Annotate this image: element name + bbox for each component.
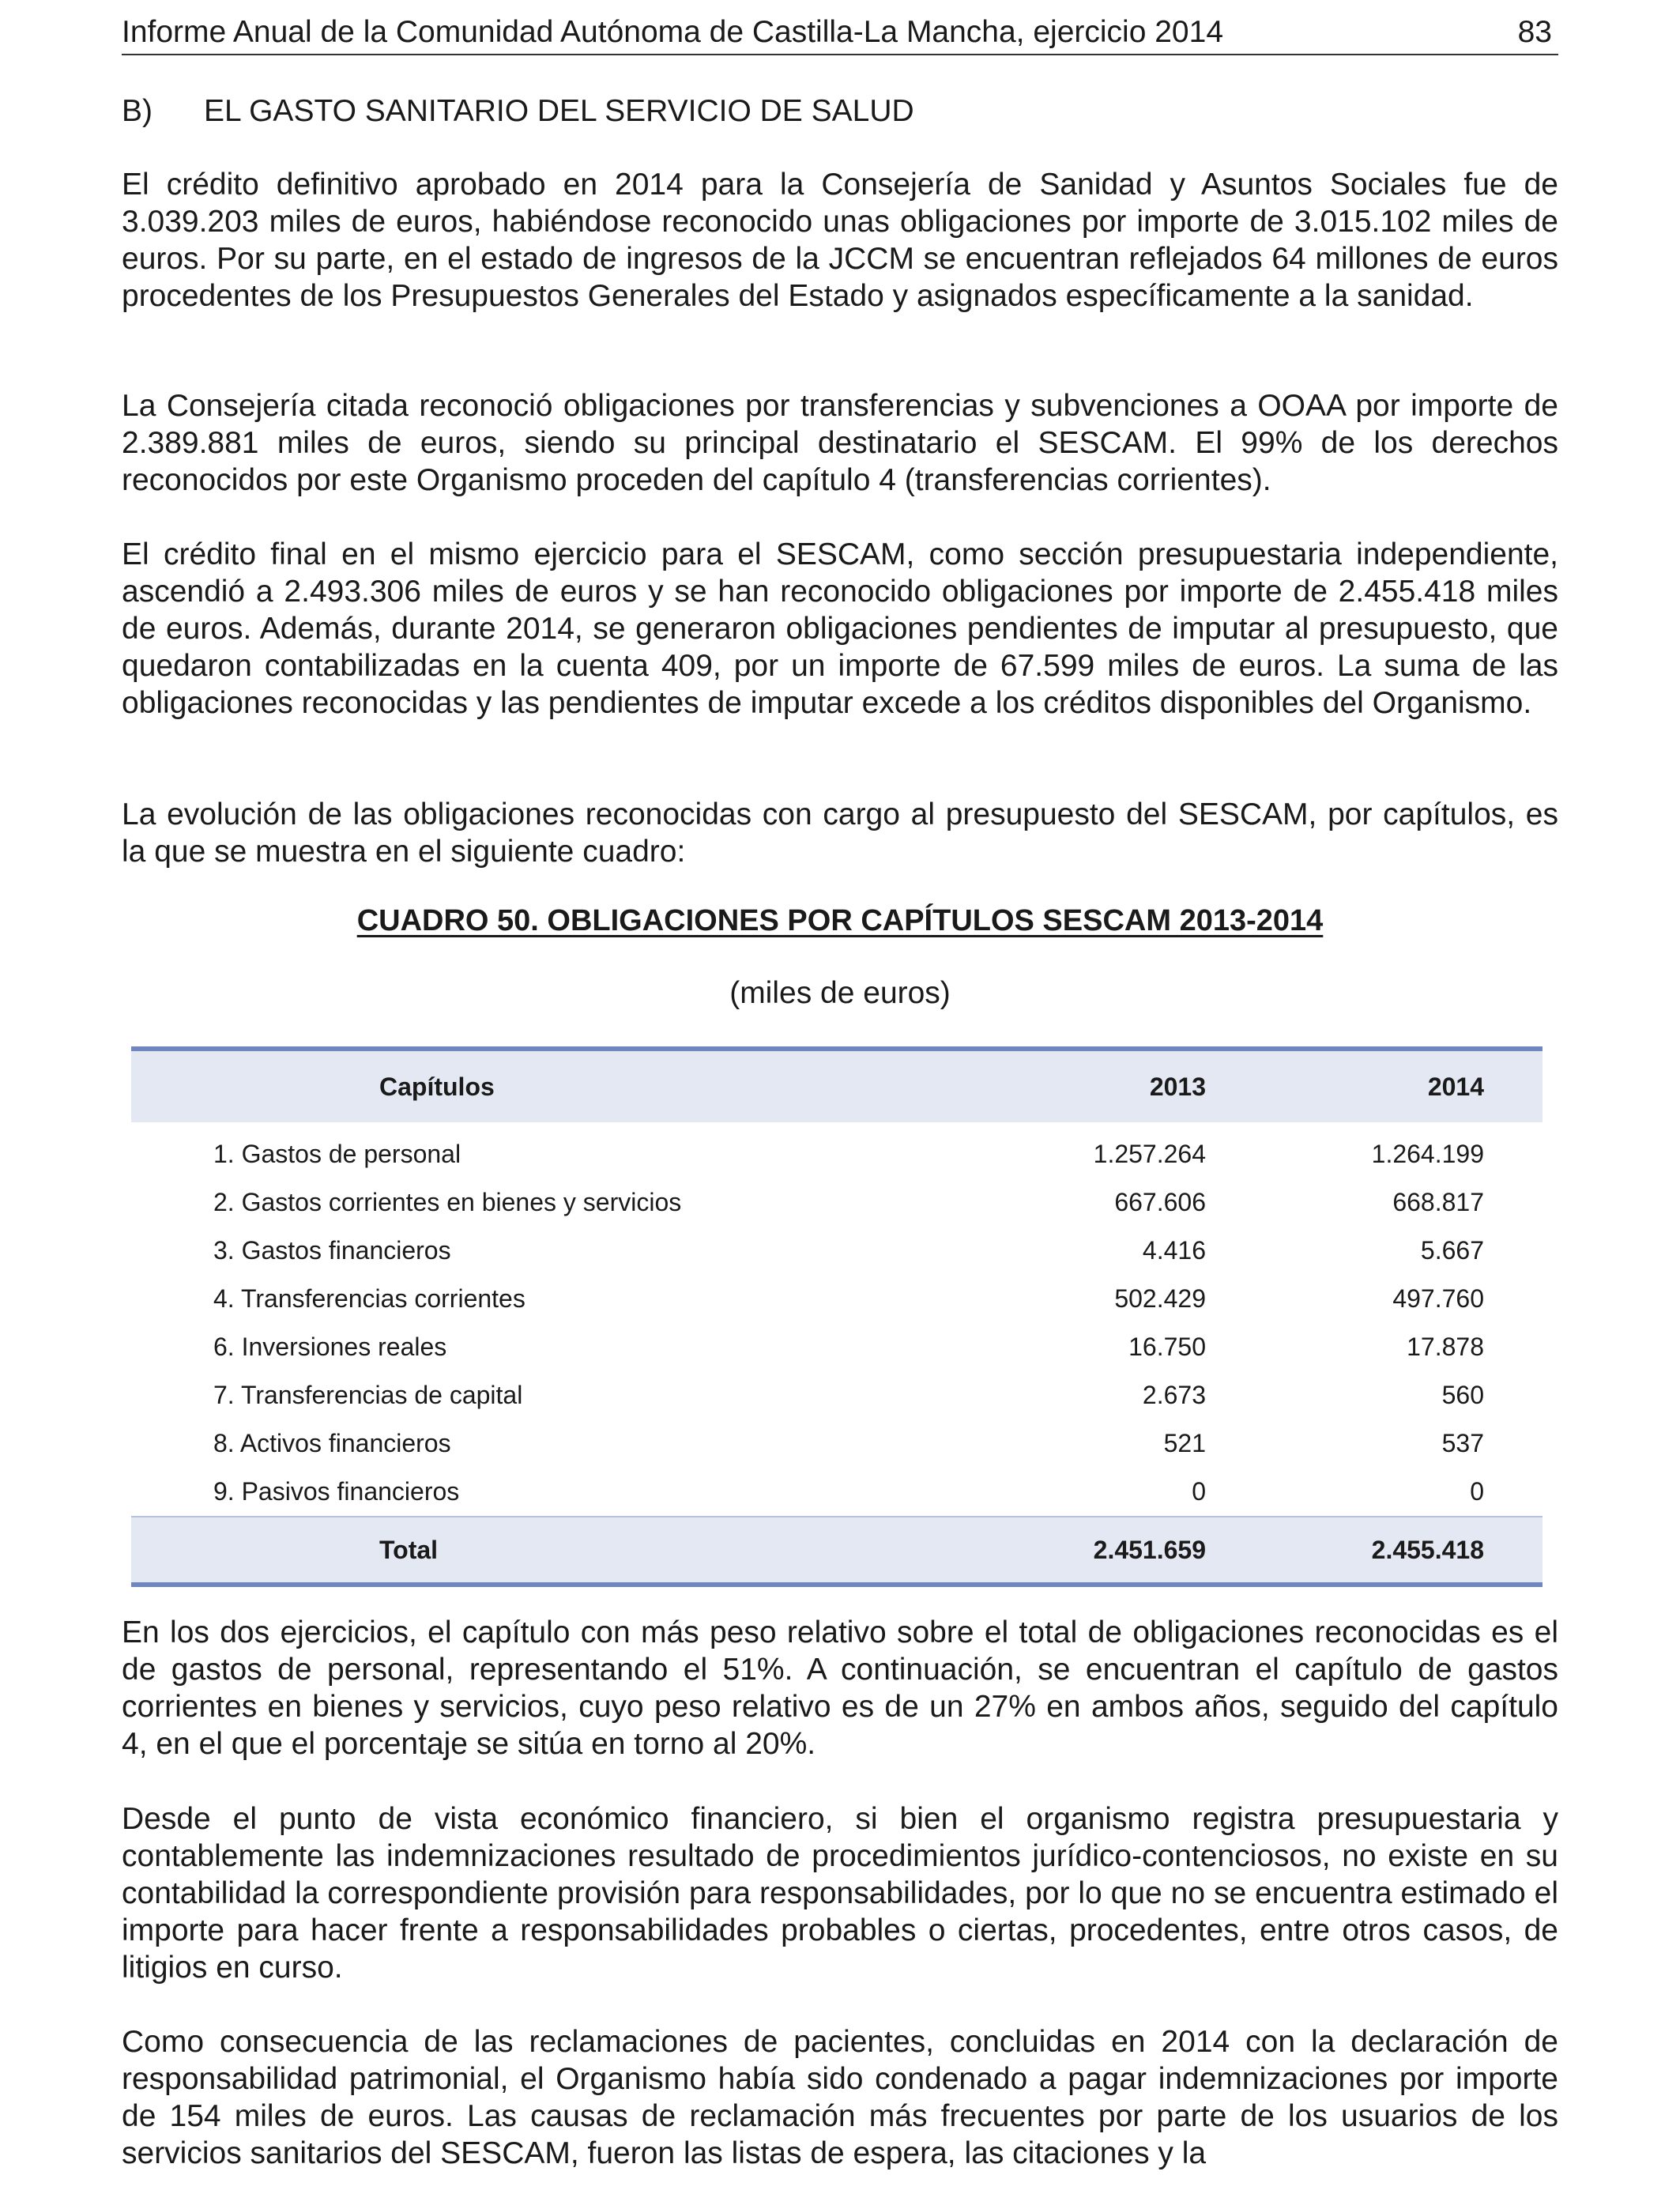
total-2013: 2.451.659	[890, 1517, 1206, 1585]
table-row: 4. Transferencias corrientes 502.429 497.760	[213, 1284, 1484, 1313]
obligations-table	[131, 1046, 1543, 1587]
paragraph-7: Como consecuencia de las reclamaciones de pacientes, concluidas en 2014 con la declaración de responsabilidad patrimonial, el Organismo había sido condenado a pagar indemnizaciones por importe de 154 miles de euros. Las causas de reclamación más frecuentes por parte de los usuarios de los servicios sanitarios del SESCAM, fueron las listas de espera, las citaciones y la	[122, 2025, 1558, 2170]
report-title: Informe Anual de la Comunidad Autónoma de Castilla-La Mancha, ejercicio 2014	[122, 15, 1224, 49]
table-row: 3. Gastos financieros 4.416 5.667	[213, 1236, 1484, 1265]
paragraph-3: El crédito final en el mismo ejercicio para el SESCAM, como sección presupuestaria independiente, ascendió a 2.493.306 miles de euros y se han reconocido obligaciones por importe de 2.455.418 miles de euros. Además, durante 2014, se generaron obligaciones pendientes de imputar al presupuesto, que quedaron contabilizadas en la cuenta 409, por un importe de 67.599 miles de euros. La suma de las obligaciones reconocidas y las pendientes de imputar excede a los créditos disponibles del Organismo.	[122, 537, 1558, 720]
header-2013: 2013	[890, 1049, 1206, 1122]
table-title: CUADRO 50. OBLIGACIONES POR CAPÍTULOS SESCAM 2013-2014	[356, 904, 1324, 937]
header-2014: 2014	[1206, 1049, 1543, 1122]
paragraph-2: La Consejería citada reconoció obligaciones por transferencias y subvenciones a OOAA por importe de 2.389.881 miles de euros, siendo su principal destinatario el SESCAM. El 99% de los derechos reconocidos por este Organismo proceden del capítulo 4 (transferencias corrientes).	[122, 389, 1558, 497]
table-row: 2. Gastos corrientes en bienes y servicios 667.606 668.817	[213, 1188, 1484, 1216]
paragraph-6: Desde el punto de vista económico financiero, si bien el organismo registra presupuestaria y contablemente las indemnizaciones resultado de procedimientos jurídico-contenciosos, no existe en su contabilidad la correspondiente provisión para responsabilidades, por lo que no se encuentra estimado el importe para hacer frente a responsabilidades probables o ciertas, procedentes, entre otros casos, de litigios en curso.	[122, 1802, 1558, 1985]
total-2014: 2.455.418	[1206, 1517, 1543, 1585]
paragraph-4: La evolución de las obligaciones reconocidas con cargo al presupuesto del SESCAM, por capítulos, es la que se muestra en el siguiente cuadro:	[122, 797, 1558, 869]
paragraph-1: El crédito definitivo aprobado en 2014 para la Consejería de Sanidad y Asuntos Sociales fue de 3.039.203 miles de euros, habiéndose reconocido unas obligaciones por importe de 3.015.102 miles de euros. Por su parte, en el estado de ingresos de la JCCM se encuentran reflejados 64 millones de euros procedentes de los Presupuestos Generales del Estado y asignados específicamente a la sanidad.	[122, 168, 1558, 313]
page-number: 83	[1517, 15, 1552, 49]
table-row: 7. Transferencias de capital 2.673 560	[213, 1381, 1484, 1409]
total-label: Total	[131, 1517, 890, 1585]
table-total-row	[131, 1517, 1543, 1585]
section-letter: B)	[122, 94, 153, 128]
table-row: 6. Inversiones reales 16.750 17.878	[213, 1333, 1484, 1361]
table-row: 8. Activos financieros 521 537	[213, 1429, 1484, 1457]
section-title: EL GASTO SANITARIO DEL SERVICIO DE SALUD	[204, 94, 914, 128]
table-subtitle: (miles de euros)	[729, 976, 951, 1010]
header-capitulos: Capítulos	[131, 1049, 890, 1122]
section-heading	[122, 92, 914, 131]
page-header	[122, 11, 1558, 55]
table-header-row	[131, 1049, 1543, 1122]
table-row: 1. Gastos de personal 1.257.264 1.264.199	[213, 1140, 1484, 1168]
paragraph-5: En los dos ejercicios, el capítulo con más peso relativo sobre el total de obligaciones reconocidas es el de gastos de personal, representando el 51%. A continuación, se encuentran el capítulo de gastos corrientes en bienes y servicios, cuyo peso relativo es de un 27% en ambos años, seguido del capítulo 4, en el que el porcentaje se sitúa en torno al 20%.	[122, 1615, 1558, 1761]
table-row: 9. Pasivos financieros 0 0	[213, 1477, 1484, 1506]
